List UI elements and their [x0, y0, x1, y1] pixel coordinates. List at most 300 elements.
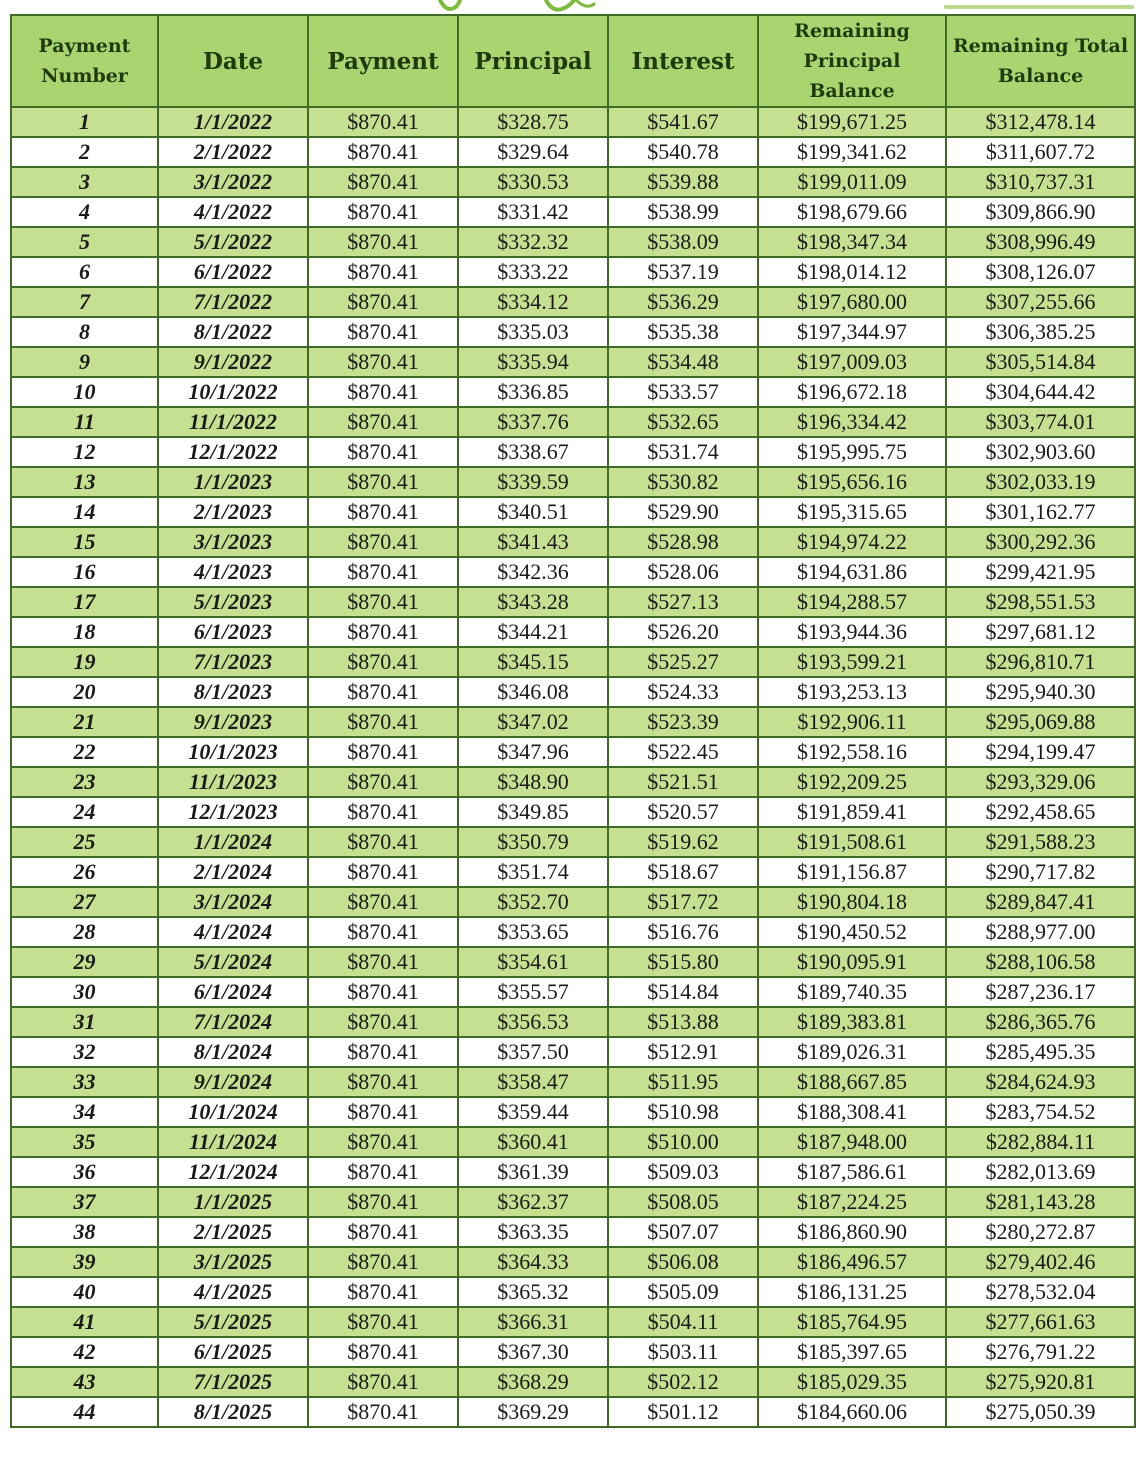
payment-cell: $870.41 — [308, 767, 458, 797]
interest-cell: $537.19 — [608, 257, 758, 287]
payment-cell: $870.41 — [308, 1217, 458, 1247]
header-date — [158, 15, 308, 107]
payment-number-cell: 8 — [11, 317, 158, 347]
date-cell: 1/1/2023 — [158, 467, 308, 497]
date-cell: 3/1/2022 — [158, 167, 308, 197]
remaining-principal-cell: $190,804.18 — [758, 887, 946, 917]
table-row — [11, 947, 1135, 977]
principal-cell: $334.12 — [458, 287, 608, 317]
date-cell: 9/1/2022 — [158, 347, 308, 377]
remaining-total-cell: $295,069.88 — [946, 707, 1135, 737]
payment-cell: $870.41 — [308, 287, 458, 317]
header-line: Number — [41, 65, 128, 87]
header-line: Payment — [327, 47, 439, 75]
remaining-principal-cell: $190,450.52 — [758, 917, 946, 947]
remaining-total-cell: $310,737.31 — [946, 167, 1135, 197]
principal-cell: $363.35 — [458, 1217, 608, 1247]
payment-cell: $870.41 — [308, 107, 458, 137]
payment-cell: $870.41 — [308, 1277, 458, 1307]
payment-number-cell: 15 — [11, 527, 158, 557]
remaining-principal-cell: $191,508.61 — [758, 827, 946, 857]
table-row — [11, 857, 1135, 887]
header-remaining-total-balance — [946, 15, 1135, 107]
interest-cell: $505.09 — [608, 1277, 758, 1307]
remaining-principal-cell: $194,631.86 — [758, 557, 946, 587]
payment-cell: $870.41 — [308, 407, 458, 437]
payment-number-cell: 22 — [11, 737, 158, 767]
title-script-decoration — [436, 0, 596, 14]
payment-number-cell: 14 — [11, 497, 158, 527]
interest-cell: $516.76 — [608, 917, 758, 947]
interest-cell: $531.74 — [608, 437, 758, 467]
remaining-total-cell: $292,458.65 — [946, 797, 1135, 827]
payment-cell: $870.41 — [308, 1097, 458, 1127]
date-cell: 5/1/2025 — [158, 1307, 308, 1337]
remaining-principal-cell: $189,026.31 — [758, 1037, 946, 1067]
principal-cell: $349.85 — [458, 797, 608, 827]
remaining-total-cell: $278,532.04 — [946, 1277, 1135, 1307]
remaining-total-cell: $297,681.12 — [946, 617, 1135, 647]
principal-cell: $351.74 — [458, 857, 608, 887]
interest-cell: $526.20 — [608, 617, 758, 647]
interest-cell: $507.07 — [608, 1217, 758, 1247]
table-row — [11, 767, 1135, 797]
remaining-total-cell: $295,940.30 — [946, 677, 1135, 707]
date-cell: 5/1/2024 — [158, 947, 308, 977]
payment-number-cell: 34 — [11, 1097, 158, 1127]
principal-cell: $339.59 — [458, 467, 608, 497]
payment-cell: $870.41 — [308, 317, 458, 347]
interest-cell: $520.57 — [608, 797, 758, 827]
remaining-principal-cell: $193,944.36 — [758, 617, 946, 647]
payment-number-cell: 9 — [11, 347, 158, 377]
interest-cell: $504.11 — [608, 1307, 758, 1337]
date-cell: 4/1/2022 — [158, 197, 308, 227]
remaining-total-cell: $289,847.41 — [946, 887, 1135, 917]
interest-cell: $538.09 — [608, 227, 758, 257]
date-cell: 6/1/2022 — [158, 257, 308, 287]
interest-cell: $519.62 — [608, 827, 758, 857]
date-cell: 8/1/2024 — [158, 1037, 308, 1067]
title-underline-decoration — [944, 5, 1134, 9]
interest-cell: $501.12 — [608, 1397, 758, 1427]
payment-cell: $870.41 — [308, 197, 458, 227]
payment-cell: $870.41 — [308, 137, 458, 167]
remaining-total-cell: $307,255.66 — [946, 287, 1135, 317]
table-row — [11, 797, 1135, 827]
date-cell: 12/1/2023 — [158, 797, 308, 827]
table-row — [11, 737, 1135, 767]
principal-cell: $369.29 — [458, 1397, 608, 1427]
header-interest — [608, 15, 758, 107]
payment-cell: $870.41 — [308, 857, 458, 887]
interest-cell: $533.57 — [608, 377, 758, 407]
table-row — [11, 137, 1135, 167]
table-row — [11, 1067, 1135, 1097]
interest-cell: $532.65 — [608, 407, 758, 437]
payment-number-cell: 1 — [11, 107, 158, 137]
date-cell: 12/1/2024 — [158, 1157, 308, 1187]
remaining-total-cell: $284,624.93 — [946, 1067, 1135, 1097]
interest-cell: $506.08 — [608, 1247, 758, 1277]
remaining-total-cell: $277,661.63 — [946, 1307, 1135, 1337]
payment-number-cell: 30 — [11, 977, 158, 1007]
table-row — [11, 497, 1135, 527]
remaining-total-cell: $301,162.77 — [946, 497, 1135, 527]
table-row — [11, 227, 1135, 257]
header-line: Principal Balance — [803, 50, 901, 102]
header-remaining-principal-balance — [758, 15, 946, 107]
principal-cell: $346.08 — [458, 677, 608, 707]
principal-cell: $329.64 — [458, 137, 608, 167]
remaining-total-cell: $305,514.84 — [946, 347, 1135, 377]
date-cell: 9/1/2024 — [158, 1067, 308, 1097]
payment-cell: $870.41 — [308, 497, 458, 527]
date-cell: 8/1/2023 — [158, 677, 308, 707]
remaining-principal-cell: $196,672.18 — [758, 377, 946, 407]
interest-cell: $502.12 — [608, 1367, 758, 1397]
table-body — [11, 107, 1135, 1427]
interest-cell: $528.06 — [608, 557, 758, 587]
date-cell: 9/1/2023 — [158, 707, 308, 737]
header-payment-number — [11, 15, 158, 107]
date-cell: 7/1/2025 — [158, 1367, 308, 1397]
remaining-principal-cell: $190,095.91 — [758, 947, 946, 977]
remaining-principal-cell: $197,680.00 — [758, 287, 946, 317]
date-cell: 4/1/2024 — [158, 917, 308, 947]
remaining-principal-cell: $189,383.81 — [758, 1007, 946, 1037]
remaining-total-cell: $279,402.46 — [946, 1247, 1135, 1277]
payment-number-cell: 6 — [11, 257, 158, 287]
date-cell: 12/1/2022 — [158, 437, 308, 467]
principal-cell: $355.57 — [458, 977, 608, 1007]
payment-cell: $870.41 — [308, 1067, 458, 1097]
payment-number-cell: 29 — [11, 947, 158, 977]
table-row — [11, 1277, 1135, 1307]
payment-number-cell: 3 — [11, 167, 158, 197]
remaining-total-cell: $293,329.06 — [946, 767, 1135, 797]
payment-cell: $870.41 — [308, 1247, 458, 1277]
date-cell: 4/1/2025 — [158, 1277, 308, 1307]
payment-cell: $870.41 — [308, 527, 458, 557]
remaining-principal-cell: $199,011.09 — [758, 167, 946, 197]
principal-cell: $341.43 — [458, 527, 608, 557]
table-row — [11, 437, 1135, 467]
table-row — [11, 347, 1135, 377]
remaining-principal-cell: $193,599.21 — [758, 647, 946, 677]
payment-number-cell: 20 — [11, 677, 158, 707]
table-row — [11, 1187, 1135, 1217]
principal-cell: $356.53 — [458, 1007, 608, 1037]
table-row — [11, 707, 1135, 737]
table-row — [11, 1127, 1135, 1157]
date-cell: 3/1/2024 — [158, 887, 308, 917]
interest-cell: $535.38 — [608, 317, 758, 347]
payment-number-cell: 37 — [11, 1187, 158, 1217]
remaining-total-cell: $276,791.22 — [946, 1337, 1135, 1367]
interest-cell: $513.88 — [608, 1007, 758, 1037]
principal-cell: $331.42 — [458, 197, 608, 227]
payment-cell: $870.41 — [308, 227, 458, 257]
payment-cell: $870.41 — [308, 467, 458, 497]
remaining-total-cell: $285,495.35 — [946, 1037, 1135, 1067]
table-row — [11, 527, 1135, 557]
table-row — [11, 167, 1135, 197]
date-cell: 6/1/2025 — [158, 1337, 308, 1367]
payment-cell: $870.41 — [308, 737, 458, 767]
principal-cell: $338.67 — [458, 437, 608, 467]
interest-cell: $527.13 — [608, 587, 758, 617]
header-line: Balance — [997, 65, 1084, 87]
payment-number-cell: 19 — [11, 647, 158, 677]
remaining-principal-cell: $192,558.16 — [758, 737, 946, 767]
remaining-total-cell: $288,106.58 — [946, 947, 1135, 977]
header-payment — [308, 15, 458, 107]
table-row — [11, 647, 1135, 677]
payment-cell: $870.41 — [308, 377, 458, 407]
table-row — [11, 917, 1135, 947]
payment-cell: $870.41 — [308, 797, 458, 827]
payment-number-cell: 38 — [11, 1217, 158, 1247]
remaining-total-cell: $290,717.82 — [946, 857, 1135, 887]
table-row — [11, 407, 1135, 437]
remaining-principal-cell: $196,334.42 — [758, 407, 946, 437]
remaining-principal-cell: $192,906.11 — [758, 707, 946, 737]
payment-number-cell: 23 — [11, 767, 158, 797]
principal-cell: $332.32 — [458, 227, 608, 257]
remaining-total-cell: $298,551.53 — [946, 587, 1135, 617]
principal-cell: $330.53 — [458, 167, 608, 197]
table-row — [11, 827, 1135, 857]
payment-number-cell: 40 — [11, 1277, 158, 1307]
interest-cell: $525.27 — [608, 647, 758, 677]
table-row — [11, 557, 1135, 587]
interest-cell: $515.80 — [608, 947, 758, 977]
interest-cell: $511.95 — [608, 1067, 758, 1097]
remaining-principal-cell: $187,586.61 — [758, 1157, 946, 1187]
remaining-principal-cell: $191,156.87 — [758, 857, 946, 887]
interest-cell: $508.05 — [608, 1187, 758, 1217]
table-row — [11, 257, 1135, 287]
table-row — [11, 107, 1135, 137]
date-cell: 5/1/2022 — [158, 227, 308, 257]
date-cell: 1/1/2022 — [158, 107, 308, 137]
interest-cell: $538.99 — [608, 197, 758, 227]
table-row — [11, 587, 1135, 617]
interest-cell: $540.78 — [608, 137, 758, 167]
remaining-principal-cell: $188,667.85 — [758, 1067, 946, 1097]
date-cell: 4/1/2023 — [158, 557, 308, 587]
remaining-total-cell: $308,996.49 — [946, 227, 1135, 257]
payment-number-cell: 4 — [11, 197, 158, 227]
amortization-table — [10, 14, 1136, 1428]
table-row — [11, 1247, 1135, 1277]
table-row — [11, 1097, 1135, 1127]
principal-cell: $347.02 — [458, 707, 608, 737]
table-row — [11, 977, 1135, 1007]
payment-cell: $870.41 — [308, 917, 458, 947]
date-cell: 10/1/2022 — [158, 377, 308, 407]
payment-number-cell: 42 — [11, 1337, 158, 1367]
principal-cell: $328.75 — [458, 107, 608, 137]
header-line: Interest — [631, 47, 735, 75]
header-line: Remaining Total — [952, 35, 1129, 57]
principal-cell: $367.30 — [458, 1337, 608, 1367]
payment-number-cell: 12 — [11, 437, 158, 467]
payment-cell: $870.41 — [308, 1007, 458, 1037]
payment-number-cell: 35 — [11, 1127, 158, 1157]
date-cell: 6/1/2024 — [158, 977, 308, 1007]
remaining-total-cell: $275,050.39 — [946, 1397, 1135, 1427]
date-cell: 6/1/2023 — [158, 617, 308, 647]
principal-cell: $357.50 — [458, 1037, 608, 1067]
remaining-principal-cell: $197,009.03 — [758, 347, 946, 377]
table-header — [11, 15, 1135, 107]
payment-cell: $870.41 — [308, 707, 458, 737]
payment-cell: $870.41 — [308, 557, 458, 587]
payment-cell: $870.41 — [308, 347, 458, 377]
date-cell: 3/1/2023 — [158, 527, 308, 557]
table-row — [11, 617, 1135, 647]
payment-number-cell: 18 — [11, 617, 158, 647]
date-cell: 2/1/2023 — [158, 497, 308, 527]
interest-cell: $521.51 — [608, 767, 758, 797]
interest-cell: $518.67 — [608, 857, 758, 887]
payment-cell: $870.41 — [308, 167, 458, 197]
principal-cell: $368.29 — [458, 1367, 608, 1397]
payment-cell: $870.41 — [308, 677, 458, 707]
principal-cell: $366.31 — [458, 1307, 608, 1337]
remaining-principal-cell: $186,496.57 — [758, 1247, 946, 1277]
interest-cell: $509.03 — [608, 1157, 758, 1187]
principal-cell: $365.32 — [458, 1277, 608, 1307]
table-row — [11, 1367, 1135, 1397]
date-cell: 11/1/2022 — [158, 407, 308, 437]
remaining-principal-cell: $198,679.66 — [758, 197, 946, 227]
table-row — [11, 467, 1135, 497]
interest-cell: $534.48 — [608, 347, 758, 377]
payment-cell: $870.41 — [308, 977, 458, 1007]
principal-cell: $340.51 — [458, 497, 608, 527]
table-row — [11, 1337, 1135, 1367]
remaining-total-cell: $299,421.95 — [946, 557, 1135, 587]
payment-number-cell: 5 — [11, 227, 158, 257]
principal-cell: $343.28 — [458, 587, 608, 617]
date-cell: 1/1/2024 — [158, 827, 308, 857]
remaining-total-cell: $311,607.72 — [946, 137, 1135, 167]
date-cell: 8/1/2022 — [158, 317, 308, 347]
remaining-principal-cell: $184,660.06 — [758, 1397, 946, 1427]
remaining-principal-cell: $185,764.95 — [758, 1307, 946, 1337]
remaining-principal-cell: $198,014.12 — [758, 257, 946, 287]
remaining-total-cell: $280,272.87 — [946, 1217, 1135, 1247]
remaining-principal-cell: $194,288.57 — [758, 587, 946, 617]
header-principal — [458, 15, 608, 107]
remaining-principal-cell: $193,253.13 — [758, 677, 946, 707]
remaining-principal-cell: $197,344.97 — [758, 317, 946, 347]
payment-cell: $870.41 — [308, 617, 458, 647]
payment-cell: $870.41 — [308, 1397, 458, 1427]
header-row — [11, 15, 1135, 107]
table-row — [11, 1037, 1135, 1067]
principal-cell: $336.85 — [458, 377, 608, 407]
date-cell: 2/1/2025 — [158, 1217, 308, 1247]
payment-number-cell: 17 — [11, 587, 158, 617]
payment-number-cell: 43 — [11, 1367, 158, 1397]
date-cell: 5/1/2023 — [158, 587, 308, 617]
date-cell: 1/1/2025 — [158, 1187, 308, 1217]
payment-number-cell: 44 — [11, 1397, 158, 1427]
header-line: Principal — [474, 47, 592, 75]
principal-cell: $360.41 — [458, 1127, 608, 1157]
table-row — [11, 377, 1135, 407]
table-row — [11, 1307, 1135, 1337]
remaining-total-cell: $302,033.19 — [946, 467, 1135, 497]
payment-number-cell: 28 — [11, 917, 158, 947]
principal-cell: $353.65 — [458, 917, 608, 947]
interest-cell: $523.39 — [608, 707, 758, 737]
interest-cell: $517.72 — [608, 887, 758, 917]
principal-cell: $342.36 — [458, 557, 608, 587]
principal-cell: $361.39 — [458, 1157, 608, 1187]
payment-number-cell: 41 — [11, 1307, 158, 1337]
principal-cell: $333.22 — [458, 257, 608, 287]
remaining-total-cell: $283,754.52 — [946, 1097, 1135, 1127]
principal-cell: $359.44 — [458, 1097, 608, 1127]
payment-number-cell: 31 — [11, 1007, 158, 1037]
payment-number-cell: 11 — [11, 407, 158, 437]
payment-cell: $870.41 — [308, 1337, 458, 1367]
remaining-total-cell: $291,588.23 — [946, 827, 1135, 857]
remaining-principal-cell: $189,740.35 — [758, 977, 946, 1007]
interest-cell: $510.98 — [608, 1097, 758, 1127]
remaining-principal-cell: $199,671.25 — [758, 107, 946, 137]
header-line: Payment — [38, 35, 131, 57]
remaining-total-cell: $275,920.81 — [946, 1367, 1135, 1397]
payment-cell: $870.41 — [308, 1367, 458, 1397]
payment-number-cell: 26 — [11, 857, 158, 887]
payment-cell: $870.41 — [308, 947, 458, 977]
interest-cell: $512.91 — [608, 1037, 758, 1067]
date-cell: 7/1/2022 — [158, 287, 308, 317]
remaining-total-cell: $308,126.07 — [946, 257, 1135, 287]
remaining-total-cell: $282,013.69 — [946, 1157, 1135, 1187]
remaining-total-cell: $288,977.00 — [946, 917, 1135, 947]
remaining-total-cell: $294,199.47 — [946, 737, 1135, 767]
remaining-principal-cell: $188,308.41 — [758, 1097, 946, 1127]
interest-cell: $524.33 — [608, 677, 758, 707]
date-cell: 2/1/2024 — [158, 857, 308, 887]
payment-cell: $870.41 — [308, 1157, 458, 1187]
remaining-principal-cell: $194,974.22 — [758, 527, 946, 557]
principal-cell: $344.21 — [458, 617, 608, 647]
table-row — [11, 1397, 1135, 1427]
principal-cell: $364.33 — [458, 1247, 608, 1277]
remaining-principal-cell: $187,224.25 — [758, 1187, 946, 1217]
principal-cell: $347.96 — [458, 737, 608, 767]
remaining-principal-cell: $195,315.65 — [758, 497, 946, 527]
header-line: Date — [202, 47, 264, 75]
date-cell: 8/1/2025 — [158, 1397, 308, 1427]
remaining-total-cell: $304,644.42 — [946, 377, 1135, 407]
interest-cell: $541.67 — [608, 107, 758, 137]
interest-cell: $529.90 — [608, 497, 758, 527]
remaining-total-cell: $312,478.14 — [946, 107, 1135, 137]
payment-number-cell: 32 — [11, 1037, 158, 1067]
payment-number-cell: 25 — [11, 827, 158, 857]
payment-cell: $870.41 — [308, 257, 458, 287]
principal-cell: $335.94 — [458, 347, 608, 377]
